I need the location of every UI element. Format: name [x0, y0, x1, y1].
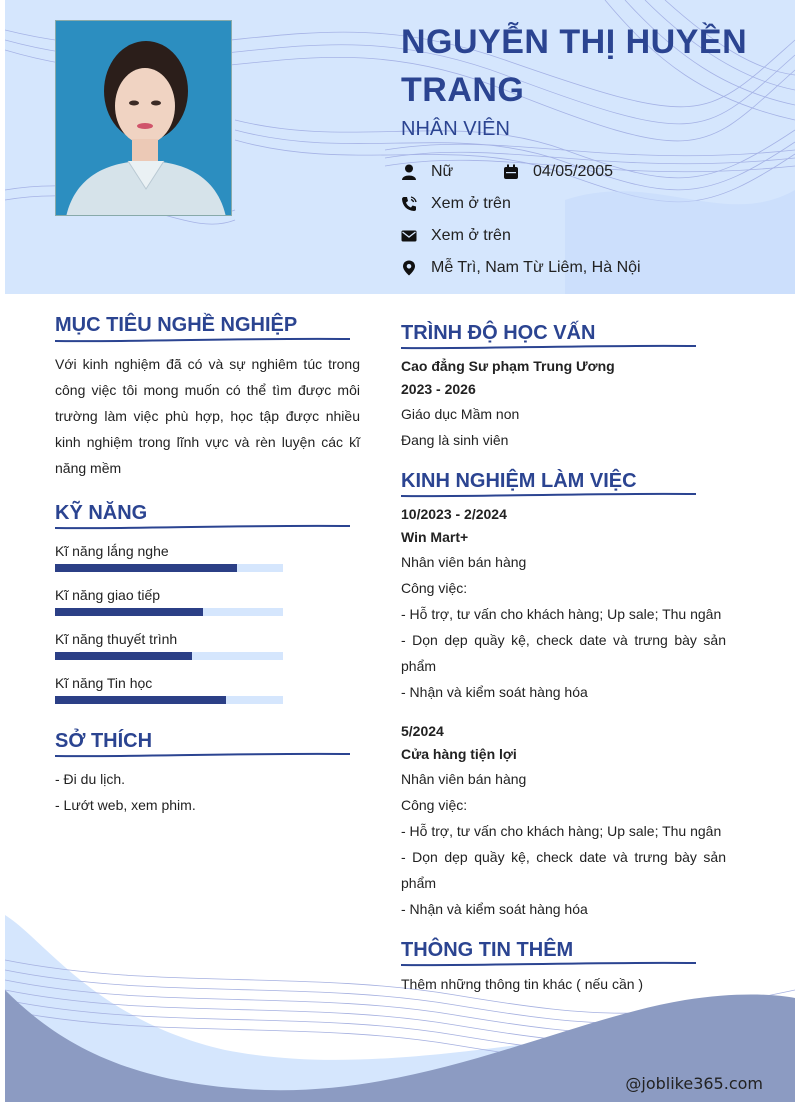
location-pin-icon: [401, 260, 417, 276]
job-task: - Dọn dẹp quầy kệ, check date và trưng bày sản phẩm: [401, 632, 726, 674]
extra-title: THÔNG TIN THÊM: [401, 939, 574, 961]
skill-bar-fill: [55, 696, 226, 704]
hobbies-list: [55, 766, 360, 818]
person-photo-illustration: [56, 21, 232, 216]
skill-bar: [55, 652, 283, 660]
job-company: Cửa hàng tiện lợi: [401, 746, 517, 762]
skill-bar: [55, 564, 283, 572]
education-school: Cao đẳng Sư phạm Trung Ương: [401, 358, 615, 374]
email-value: Xem ở trên: [431, 227, 511, 244]
skill-bar: [55, 696, 283, 704]
experience-underline: [401, 492, 696, 498]
skill-bar-fill: [55, 608, 203, 616]
education-period: 2023 - 2026: [401, 381, 476, 397]
objective-text: Với kinh nghiệm đã có và sự nghiêm túc trong công việc tôi mong muốn có thể tìm được môi trường làm việc phù hợp, học tập được nhiều kinh nghiệm trong lĩnh vực và rèn luyện các kĩ năng mềm: [55, 356, 360, 476]
address-row: [401, 259, 641, 277]
skill-bar-fill: [55, 564, 237, 572]
job-role: Nhân viên bán hàng: [401, 771, 527, 787]
skill-bar-fill: [55, 652, 192, 660]
job-role: Nhân viên bán hàng: [401, 554, 527, 570]
hobbies-title: SỞ THÍCH: [55, 730, 153, 752]
extra-underline: [401, 961, 696, 967]
job-tasks-label: Công việc:: [401, 580, 468, 596]
address-value: Mễ Trì, Nam Từ Liêm, Hà Nội: [431, 259, 641, 276]
gender-value: Nữ: [431, 163, 454, 180]
hobbies-underline: [55, 752, 350, 758]
dob-row: [503, 163, 613, 181]
education-title: TRÌNH ĐỘ HỌC VẤN: [401, 322, 596, 344]
footer-url: @joblike365.com: [625, 1074, 763, 1093]
skills-title: KỸ NĂNG: [55, 502, 148, 524]
experience-title: KINH NGHIỆM LÀM VIỆC: [401, 470, 637, 492]
extra-text: Thêm những thông tin khác ( nếu cần ): [401, 976, 644, 992]
email-row: [401, 227, 511, 245]
objective-title: MỤC TIÊU NGHỀ NGHIỆP: [55, 314, 298, 336]
calendar-icon: [503, 164, 519, 180]
candidate-position: NHÂN VIÊN: [401, 118, 510, 140]
skill-bar: [55, 608, 283, 616]
education-status: Đang là sinh viên: [401, 432, 509, 448]
job-period: 10/2023 - 2/2024: [401, 506, 507, 522]
envelope-icon: [401, 228, 417, 244]
skill-label: Kĩ năng thuyết trình: [55, 631, 178, 647]
candidate-name: NGUYỄN THỊ HUYỀN TRANG: [401, 23, 748, 109]
job-task: - Hỗ trợ, tư vấn cho khách hàng; Up sale; Thu ngân: [401, 823, 722, 839]
objective-underline: [55, 337, 350, 343]
profile-photo: [55, 20, 232, 216]
phone-value: Xem ở trên: [431, 195, 511, 212]
skill-label: Kĩ năng lắng nghe: [55, 543, 169, 559]
phone-row: [401, 195, 511, 213]
skills-underline: [55, 524, 350, 530]
cv-page: [5, 0, 795, 1102]
user-icon: [401, 164, 417, 180]
education-underline: [401, 344, 696, 350]
job-task: - Hỗ trợ, tư vấn cho khách hàng; Up sale; Thu ngân: [401, 606, 722, 622]
job-tasks-label: Công việc:: [401, 797, 468, 813]
job-company: Win Mart+: [401, 529, 469, 545]
experience-job: [401, 720, 726, 922]
gender-row: [401, 163, 453, 181]
job-task: - Nhận và kiểm soát hàng hóa: [401, 901, 588, 917]
education-block: [401, 355, 731, 453]
job-task: - Dọn dẹp quầy kệ, check date và trưng bày sản phẩm: [401, 849, 726, 891]
experience-job: [401, 503, 726, 705]
skill-label: Kĩ năng giao tiếp: [55, 587, 161, 603]
hobby-item: - Lướt web, xem phim.: [55, 797, 196, 813]
skill-label: Kĩ năng Tin học: [55, 675, 153, 691]
phone-icon: [401, 196, 417, 212]
footer-wave-decoration: [5, 900, 795, 1102]
job-period: 5/2024: [401, 723, 444, 739]
education-major: Giáo dục Mầm non: [401, 406, 520, 422]
hobby-item: - Đi du lịch.: [55, 771, 126, 787]
job-task: - Nhận và kiểm soát hàng hóa: [401, 684, 588, 700]
dob-value: 04/05/2005: [533, 163, 614, 180]
